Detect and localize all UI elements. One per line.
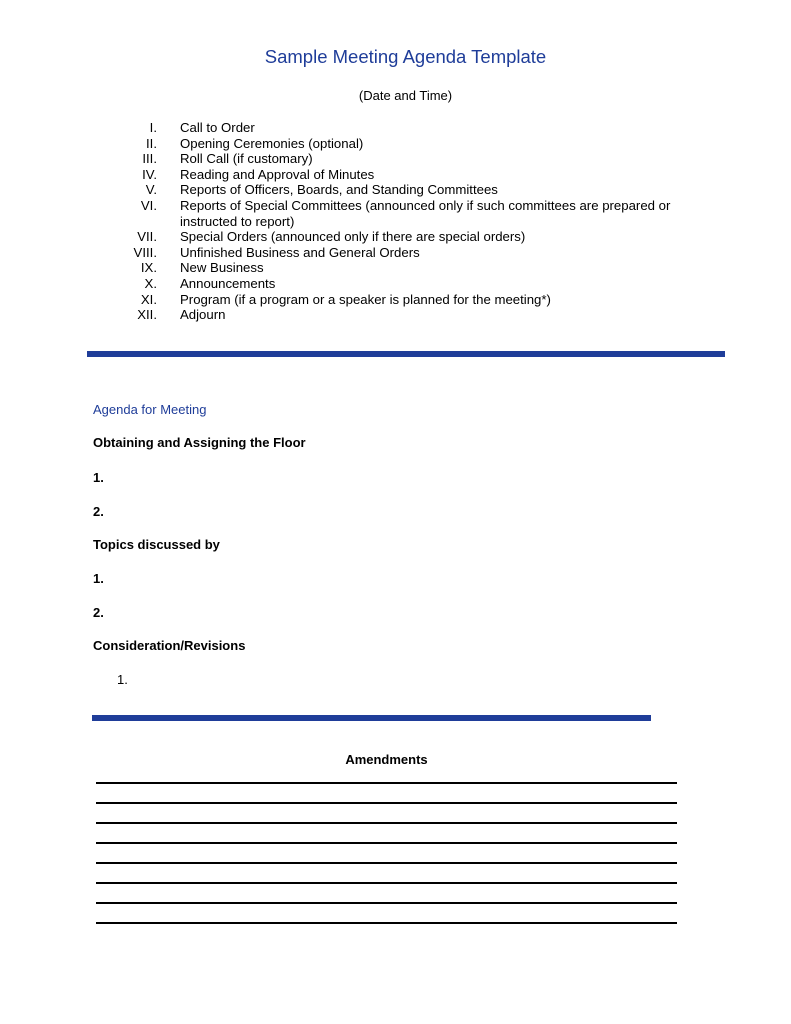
agenda-item-text: Special Orders (announced only if there are special orders): [180, 229, 526, 245]
agenda-item: [0, 167, 791, 183]
agenda-item-text: Reports of Special Committees (announced only if such committees are prepared or instructed to report): [180, 197, 671, 229]
agenda-item: [0, 229, 791, 245]
agenda-item-text: Call to Order: [180, 120, 255, 135]
amendment-writing-line: [96, 842, 677, 844]
topics-item-1: 1.: [93, 571, 104, 586]
agenda-item-numeral: X.: [144, 275, 157, 291]
section-divider: [87, 351, 725, 357]
amendment-writing-line: [96, 862, 677, 864]
agenda-item-numeral: IV.: [142, 166, 157, 182]
amendment-writing-line: [96, 822, 677, 824]
document-title: Sample Meeting Agenda Template: [264, 46, 547, 67]
agenda-item: [0, 276, 791, 292]
agenda-item-numeral: XII.: [137, 307, 157, 323]
agenda-item-text: Opening Ceremonies (optional): [180, 135, 364, 151]
agenda-item-text: Reading and Approval of Minutes: [180, 166, 375, 182]
agenda-item-numeral: VIII.: [133, 244, 157, 260]
agenda-item-numeral: III.: [142, 151, 157, 167]
agenda-item-text: Unfinished Business and General Orders: [180, 244, 420, 260]
amendment-writing-line: [96, 802, 677, 804]
agenda-item: [0, 245, 791, 261]
agenda-item: [0, 198, 791, 229]
topics-heading: Topics discussed by: [93, 537, 220, 552]
agenda-item: [0, 151, 791, 167]
agenda-item-numeral: XI.: [140, 291, 157, 307]
agenda-item: [0, 307, 791, 323]
agenda-item-text: Roll Call (if customary): [180, 151, 313, 167]
section-divider: [92, 715, 651, 721]
topics-item-2: 2.: [93, 605, 104, 620]
agenda-item-text: Program (if a program or a speaker is planned for the meeting*): [180, 291, 551, 307]
agenda-item-numeral: IX.: [140, 260, 157, 276]
agenda-item-numeral: II.: [146, 135, 157, 151]
amendments-heading: Amendments: [345, 752, 428, 767]
floor-item-1: 1.: [93, 470, 104, 485]
floor-heading: Obtaining and Assigning the Floor: [93, 435, 306, 450]
consideration-heading: Consideration/Revisions: [93, 638, 246, 653]
consideration-item-1: 1.: [117, 672, 128, 687]
amendment-writing-line: [96, 902, 677, 904]
agenda-item-numeral: I.: [149, 120, 157, 135]
agenda-item: [0, 182, 791, 198]
agenda-item-numeral: VI.: [140, 197, 157, 213]
agenda-item-numeral: VII.: [137, 229, 157, 245]
agenda-item-text: Adjourn: [180, 307, 226, 323]
agenda-item-text: Reports of Officers, Boards, and Standing Committees: [180, 182, 498, 198]
agenda-item: [0, 120, 791, 136]
floor-item-2: 2.: [93, 504, 104, 519]
agenda-item: [0, 292, 791, 308]
date-time-line: (Date and Time): [358, 88, 453, 103]
amendment-writing-line: [96, 882, 677, 884]
meeting-section-heading: Agenda for Meeting: [93, 402, 207, 417]
amendment-writing-line: [96, 782, 677, 784]
agenda-item-numeral: V.: [145, 182, 157, 198]
agenda-item: [0, 260, 791, 276]
agenda-list: [0, 120, 791, 323]
amendment-writing-line: [96, 922, 677, 924]
agenda-item-text: Announcements: [180, 275, 276, 291]
agenda-item-text: New Business: [180, 260, 264, 276]
agenda-item: [0, 136, 791, 152]
